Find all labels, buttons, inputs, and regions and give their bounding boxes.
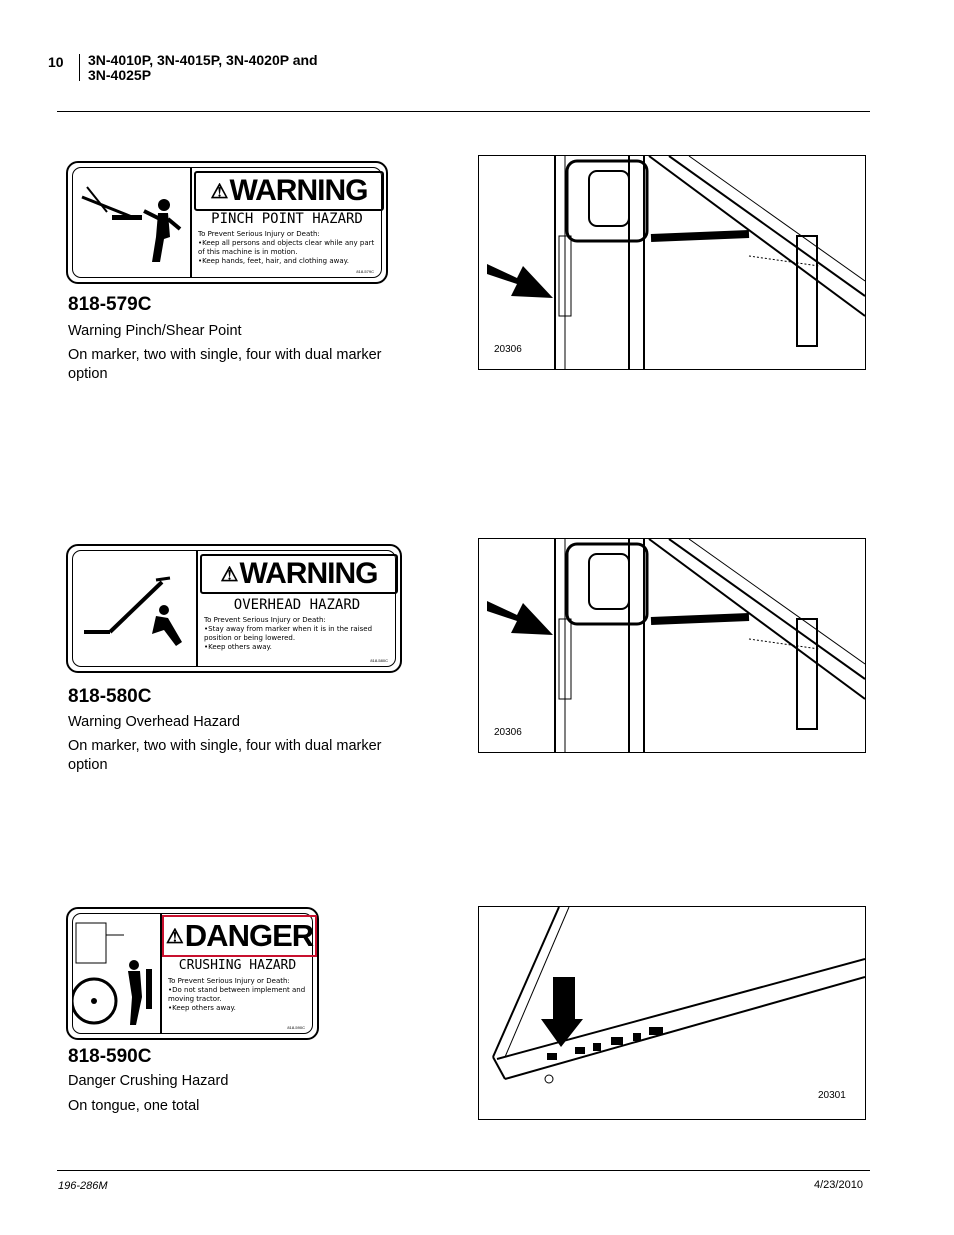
figure-photo-3 (478, 906, 866, 1120)
revision-date: 4/23/2010 (814, 1179, 863, 1191)
figure-photo-1 (478, 155, 866, 370)
signal-word-banner: ⚠ WARNING (200, 554, 398, 594)
document-title (88, 53, 318, 83)
page-number: 10 (48, 54, 64, 70)
part-number-2: 818-580C (68, 686, 152, 707)
decal-instructions: To Prevent Serious Injury or Death: •Keep all persons and objects clear while any part of this machine is in motion. •Keep hands, feet, hair, and clothing away. (198, 230, 375, 265)
decal-818-579c (66, 161, 388, 284)
warning-triangle-icon: ⚠ (210, 180, 228, 203)
decal-code: 818-580C (370, 658, 388, 663)
hazard-title: CRUSHING HAZARD (178, 958, 297, 973)
title-line-1: 3N-4010P, 3N-4015P, 3N-4020P and (88, 52, 318, 68)
part-number-3: 818-590C (68, 1046, 152, 1067)
decal-name-3: Danger Crushing Hazard (68, 1073, 229, 1089)
footer-rule (57, 1170, 870, 1171)
figure-number-3: 20301 (818, 1090, 846, 1101)
decal-location-2: On marker, two with single, four with dual marker option (68, 738, 382, 773)
figure-number-1: 20306 (494, 344, 522, 355)
part-number-1: 818-579C (68, 294, 152, 315)
decal-instructions: To Prevent Serious Injury or Death: •Stay away from marker when it is in the raised position or being lowered. •Keep others away. (204, 616, 373, 651)
decal-name-1: Warning Pinch/Shear Point (68, 323, 242, 339)
warning-triangle-icon: ⚠ (165, 925, 183, 948)
header-rule (57, 111, 870, 112)
warning-triangle-icon: ⚠ (220, 563, 238, 586)
document-number: 196-286M (58, 1180, 108, 1192)
decal-code: 818-590C (287, 1025, 305, 1030)
decal-818-590c (66, 907, 319, 1040)
decal-name-2: Warning Overhead Hazard (68, 714, 240, 730)
header-divider (79, 54, 80, 81)
decal-818-580c (66, 544, 402, 673)
decal-location-3: On tongue, one total (68, 1098, 200, 1114)
crushing-hazard-pictogram (72, 913, 162, 1034)
overhead-hazard-pictogram (72, 550, 198, 667)
arrow-pointer-icon (487, 601, 553, 635)
title-line-2: 3N-4025P (88, 67, 152, 83)
decal-location-1: On marker, two with single, four with dual marker option (68, 347, 382, 382)
decal-instructions: To Prevent Serious Injury or Death: •Do not stand between implement and moving tractor. •Keep others away. (168, 977, 306, 1012)
figure-photo-2 (478, 538, 866, 753)
signal-word-banner: ⚠ DANGER (162, 915, 317, 957)
hazard-title: PINCH POINT HAZARD (211, 211, 363, 227)
figure-number-2: 20306 (494, 727, 522, 738)
arrow-pointer-icon (487, 264, 553, 298)
pinch-point-pictogram (72, 167, 192, 278)
hazard-title: OVERHEAD HAZARD (233, 597, 361, 613)
signal-word-banner: ⚠ WARNING (194, 171, 384, 211)
decal-code: 818-579C (356, 269, 374, 274)
